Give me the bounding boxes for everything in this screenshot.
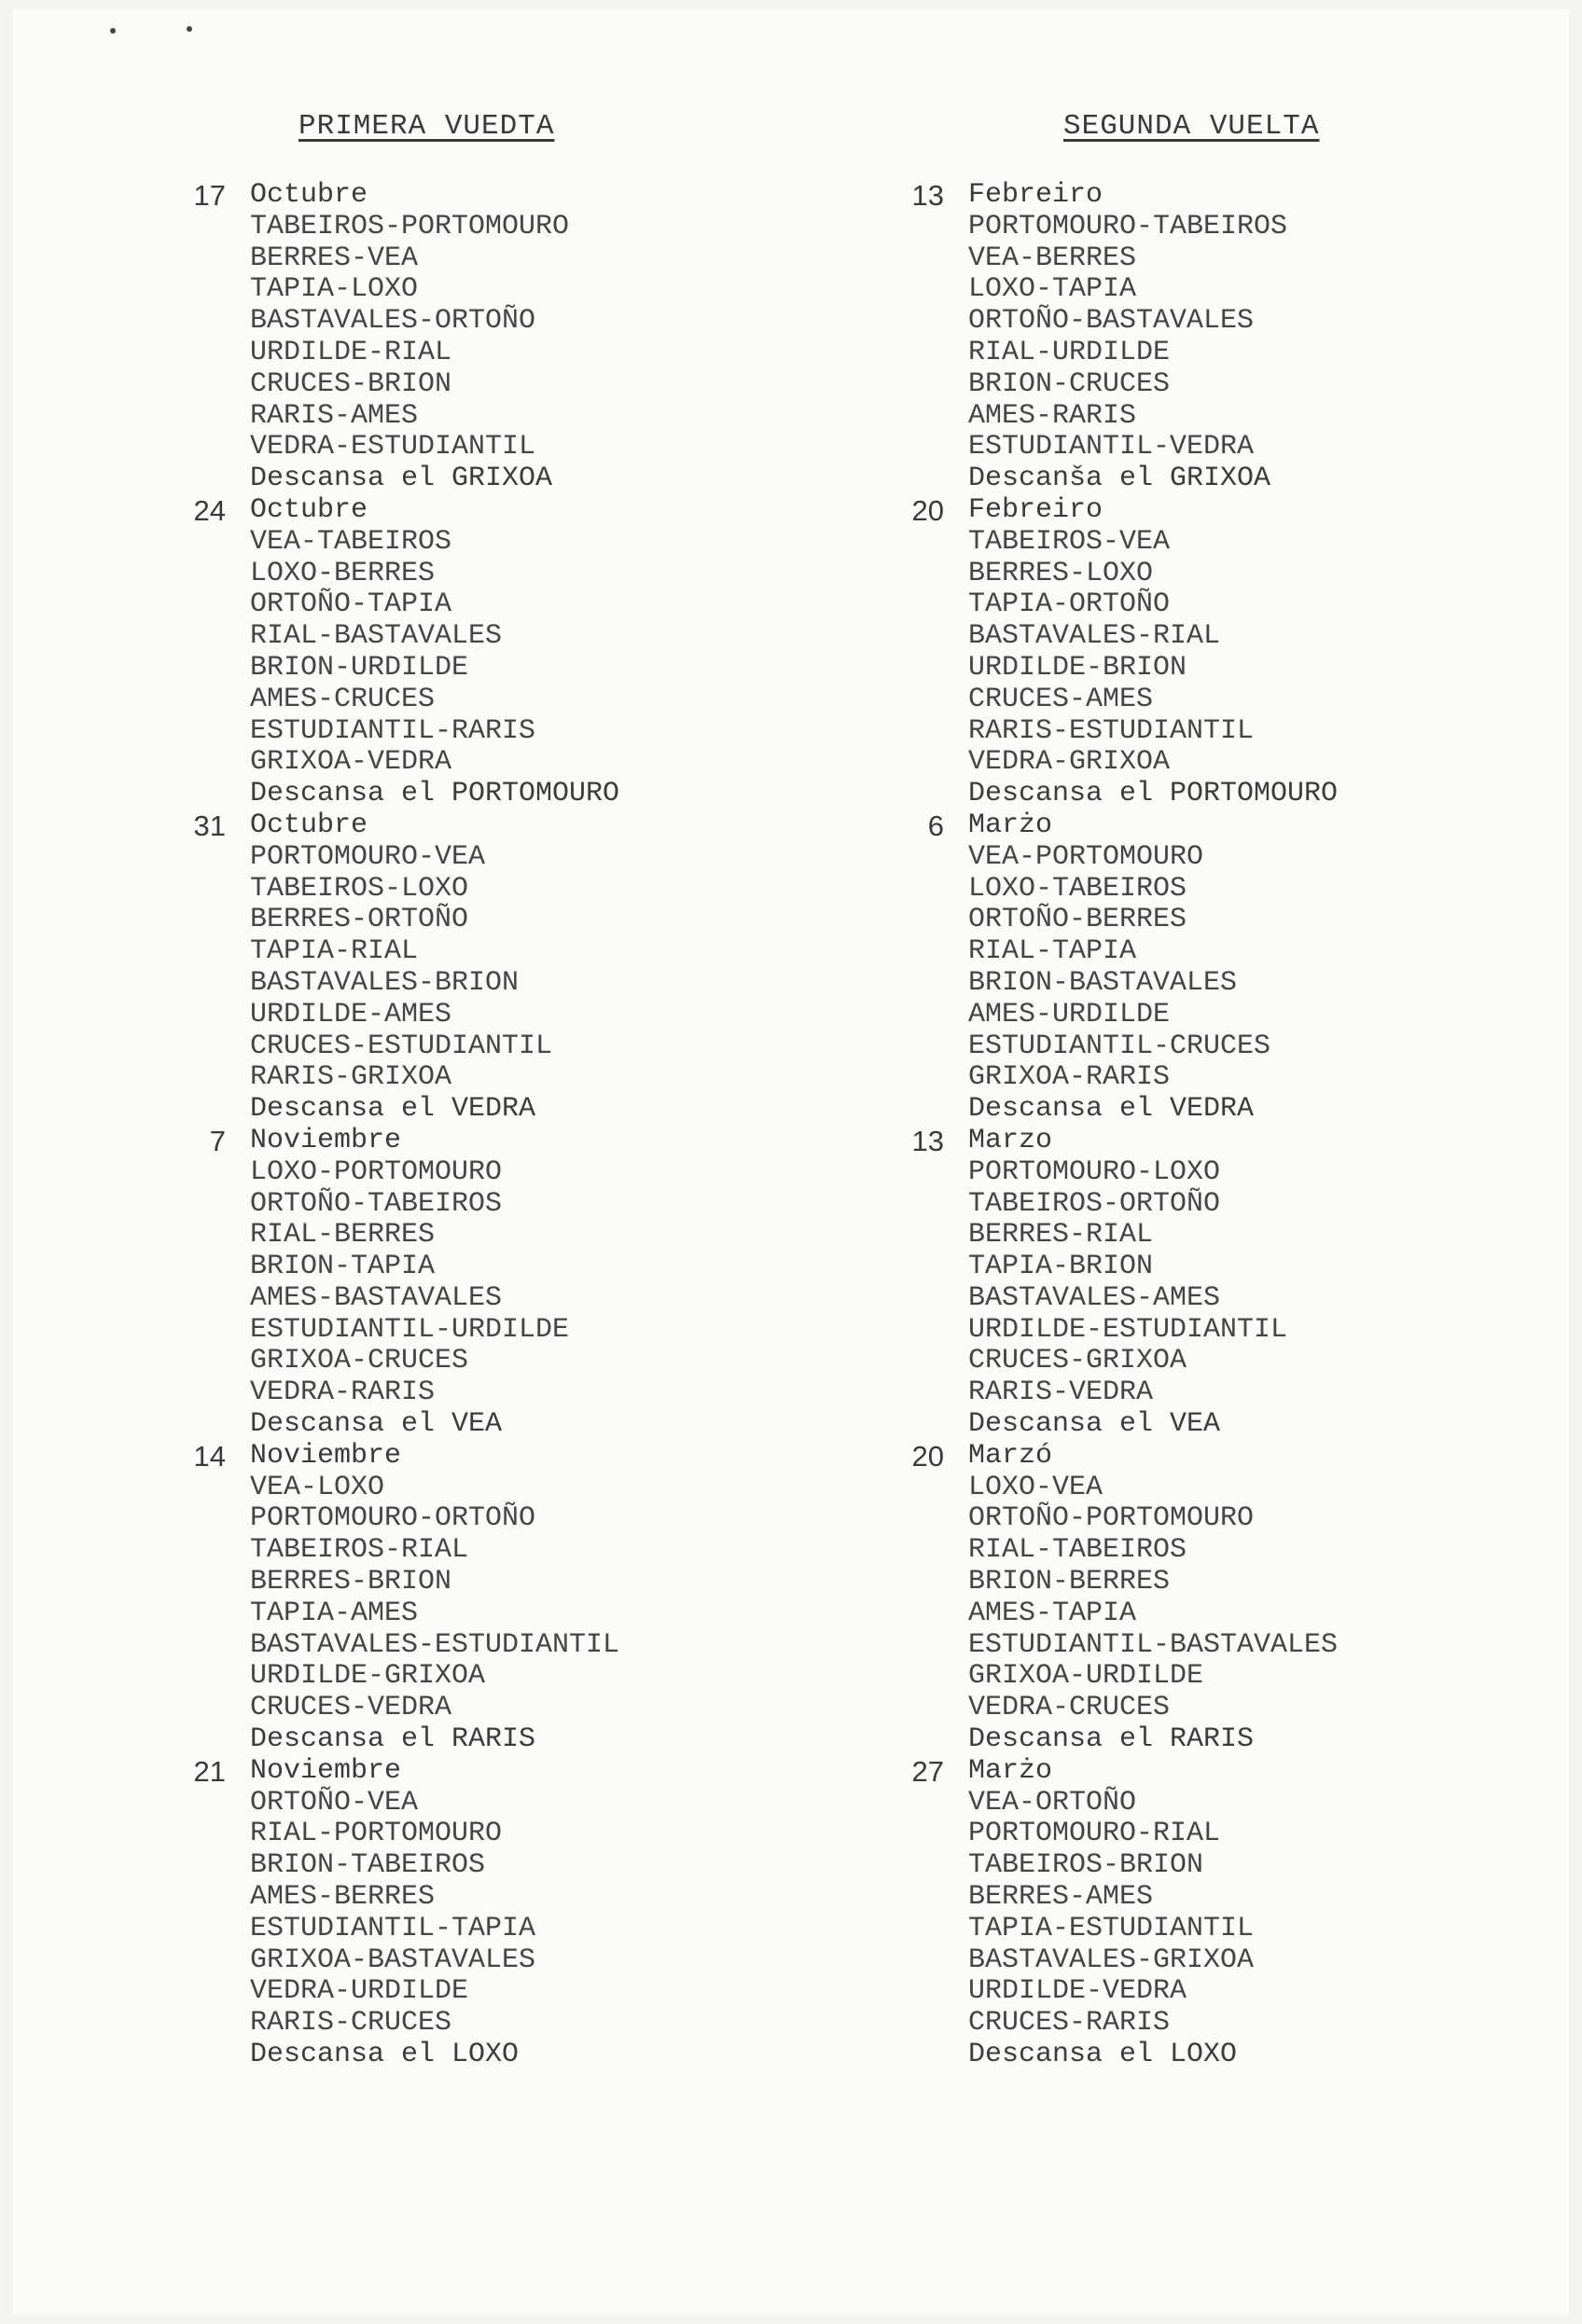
match-item: BRION-TABEIROS (250, 1849, 486, 1882)
match-item: ESTUDIANTIL-CRUCES (968, 1030, 1271, 1062)
match-item: ESTUDIANTIL-TAPIA (250, 1912, 536, 1944)
round-date-line (177, 810, 849, 842)
round-day: 14 (193, 1439, 226, 1473)
match-item: TABEIROS-VEA (968, 525, 1171, 558)
match-item: RARIS-CRUCES (250, 2007, 452, 2040)
round-date-line (177, 180, 849, 212)
match-item: RIAL-URDILDE (968, 336, 1171, 368)
round-date-line (177, 1126, 849, 1157)
match-item: CRUCES-GRIXOA (968, 1345, 1187, 1377)
match-item: CRUCES-ESTUDIANTIL (250, 1030, 553, 1062)
match-item: VEA-TABEIROS (250, 525, 452, 558)
round-month: Febreiro (968, 179, 1103, 211)
match-item: URDILDE-ESTUDIANTIL (968, 1313, 1288, 1346)
rest-note: Descansa el VEA (968, 1408, 1221, 1441)
match-item: TABEIROS-BRION (968, 1849, 1204, 1882)
match-item: TABEIROS-PORTOMOURO (250, 210, 570, 242)
match-item: AMES-BASTAVALES (250, 1281, 503, 1314)
match-item: LOXO-VEA (968, 1471, 1103, 1503)
match-item: BERRES-RIAL (968, 1219, 1154, 1252)
match-item: PORTOMOURO-VEA (250, 840, 486, 873)
rest-note: Descansa el PORTOMOURO (250, 778, 620, 810)
round-block (177, 1441, 849, 1756)
match-item: LOXO-TABEIROS (968, 872, 1187, 905)
match-item: CRUCES-RARIS (968, 2007, 1171, 2040)
match-item: BASTAVALES-ORTOÑO (250, 305, 536, 338)
match-item: BRION-TAPIA (250, 1251, 436, 1283)
match-item: BRION-CRUCES (968, 367, 1171, 400)
match-item: TABEIROS-LOXO (250, 872, 469, 905)
match-item: BASTAVALES-BRION (250, 966, 520, 999)
match-item: ESTUDIANTIL-RARIS (250, 714, 536, 747)
primera-vuelta-heading: PRIMERA VUEDTA (298, 110, 555, 143)
match-item: PORTOMOURO-TABEIROS (968, 210, 1288, 242)
match-item: BASTAVALES-RIAL (968, 620, 1221, 653)
round-date-line (895, 495, 1567, 527)
round-day: 27 (911, 1754, 944, 1788)
round-date-line (177, 495, 849, 527)
rest-note: Descansa el PORTOMOURO (968, 778, 1339, 810)
round-day: 17 (193, 179, 226, 212)
match-item: VEDRA-RARIS (250, 1376, 436, 1409)
round-month: Octubre (250, 809, 368, 841)
rest-note: Descansa el LOXO (968, 2039, 1238, 2071)
rest-note: Descansa el LOXO (250, 2039, 520, 2071)
match-item: LOXO-TAPIA (968, 273, 1137, 306)
round-block (895, 810, 1567, 1126)
match-item: TAPIA-LOXO (250, 273, 419, 306)
match-item: RARIS-ESTUDIANTIL (968, 714, 1255, 747)
rest-note: Descansa el RARIS (968, 1723, 1255, 1756)
round-month: Octubre (250, 179, 368, 211)
match-item: TABEIROS-RIAL (250, 1534, 469, 1567)
round-block (177, 810, 849, 1126)
match-item: BERRES-AMES (968, 1881, 1154, 1914)
round-day: 13 (911, 179, 944, 212)
match-item: ORTOÑO-PORTOMOURO (968, 1502, 1255, 1535)
match-item: BERRES-LOXO (968, 557, 1154, 589)
match-item: AMES-BERRES (250, 1881, 436, 1914)
match-item: BERRES-BRION (250, 1566, 452, 1598)
match-item: AMES-URDILDE (968, 998, 1171, 1031)
match-item: BERRES-ORTOÑO (250, 904, 469, 936)
rest-note: Descansa el VEDRA (250, 1093, 536, 1126)
round-date-line (895, 180, 1567, 212)
round-date-line (895, 1441, 1567, 1473)
match-item: BASTAVALES-GRIXOA (968, 1944, 1255, 1976)
match-item: ORTOÑO-BERRES (968, 904, 1187, 936)
match-item: BRION-URDILDE (250, 651, 469, 684)
round-block (895, 180, 1567, 495)
match-item: TAPIA-ESTUDIANTIL (968, 1912, 1255, 1944)
round-day: 13 (911, 1124, 944, 1157)
match-item: BASTAVALES-ESTUDIANTIL (250, 1628, 620, 1661)
match-item: BASTAVALES-AMES (968, 1281, 1221, 1314)
match-item: GRIXOA-CRUCES (250, 1345, 469, 1377)
ink-mark (110, 28, 116, 34)
round-day: 20 (911, 1439, 944, 1473)
match-item: TABEIROS-ORTOÑO (968, 1187, 1221, 1220)
match-item: ESTUDIANTIL-URDILDE (250, 1313, 570, 1346)
match-item: CRUCES-VEDRA (250, 1692, 452, 1724)
match-item: VEA-BERRES (968, 242, 1137, 274)
round-month: Marzó (968, 1439, 1053, 1472)
round-block (895, 495, 1567, 810)
round-block (895, 1441, 1567, 1756)
match-item: RIAL-BASTAVALES (250, 620, 503, 653)
round-month: Febreiro (968, 493, 1103, 526)
match-item: RARIS-AMES (250, 399, 419, 432)
round-block (177, 180, 849, 495)
match-item: CRUCES-AMES (968, 683, 1154, 715)
match-item: GRIXOA-BASTAVALES (250, 1944, 536, 1976)
match-item: RARIS-GRIXOA (250, 1061, 452, 1094)
round-date-line (177, 1441, 849, 1473)
rest-note: Descansa el GRIXOA (250, 463, 553, 495)
match-item: URDILDE-RIAL (250, 336, 452, 368)
match-item: PORTOMOURO-RIAL (968, 1818, 1221, 1850)
match-item: VEDRA-URDILDE (250, 1975, 469, 2008)
match-item: GRIXOA-VEDRA (250, 746, 452, 779)
match-item: VEDRA-CRUCES (968, 1692, 1171, 1724)
segunda-vuelta-heading: SEGUNDA VUELTA (1063, 110, 1320, 143)
match-item: GRIXOA-RARIS (968, 1061, 1171, 1094)
match-item: GRIXOA-URDILDE (968, 1660, 1204, 1693)
round-month: Marżo (968, 1754, 1053, 1787)
round-block (895, 1756, 1567, 2071)
round-day: 20 (911, 493, 944, 527)
round-date-line (895, 1126, 1567, 1157)
match-item: VEA-LOXO (250, 1471, 385, 1503)
match-item: RIAL-PORTOMOURO (250, 1818, 503, 1850)
round-block (895, 1126, 1567, 1441)
match-item: RIAL-TAPIA (968, 935, 1137, 968)
match-item: RARIS-VEDRA (968, 1376, 1154, 1409)
primera-rounds (177, 180, 849, 2071)
round-month: Marżo (968, 809, 1053, 841)
match-item: AMES-CRUCES (250, 683, 436, 715)
round-month: Marzo (968, 1124, 1053, 1156)
match-item: ORTOÑO-TAPIA (250, 588, 452, 621)
match-item: VEDRA-GRIXOA (968, 746, 1171, 779)
round-date-line (177, 1756, 849, 1788)
match-item: URDILDE-GRIXOA (250, 1660, 486, 1693)
match-item: ORTOÑO-TABEIROS (250, 1187, 503, 1220)
match-item: BRION-BERRES (968, 1566, 1171, 1598)
round-day: 21 (193, 1754, 226, 1788)
match-item: CRUCES-BRION (250, 367, 452, 400)
round-day: 7 (209, 1124, 226, 1157)
match-item: PORTOMOURO-LOXO (968, 1155, 1221, 1188)
match-item: URDILDE-AMES (250, 998, 452, 1031)
match-item: BERRES-VEA (250, 242, 419, 274)
round-month: Noviembre (250, 1439, 402, 1472)
rest-note: Descansa el VEA (250, 1408, 503, 1441)
round-month: Noviembre (250, 1754, 402, 1787)
match-item: ESTUDIANTIL-BASTAVALES (968, 1628, 1339, 1661)
round-block (177, 1756, 849, 2071)
round-month: Noviembre (250, 1124, 402, 1156)
match-item: TAPIA-RIAL (250, 935, 419, 968)
match-item: RIAL-TABEIROS (968, 1534, 1187, 1567)
match-item: TAPIA-ORTOÑO (968, 588, 1171, 621)
segunda-rounds (895, 180, 1567, 2071)
rest-note: Descanša el GRIXOA (968, 463, 1271, 495)
round-date-line (895, 1756, 1567, 1788)
round-block (177, 1126, 849, 1441)
match-item: AMES-TAPIA (968, 1597, 1137, 1629)
round-day: 31 (193, 809, 226, 842)
match-item: ESTUDIANTIL-VEDRA (968, 431, 1255, 463)
match-item: BRION-BASTAVALES (968, 966, 1238, 999)
match-item: LOXO-PORTOMOURO (250, 1155, 503, 1188)
match-item: AMES-RARIS (968, 399, 1137, 432)
match-item: ORTOÑO-BASTAVALES (968, 305, 1255, 338)
rest-note: Descansa el VEDRA (968, 1093, 1255, 1126)
match-item: VEDRA-ESTUDIANTIL (250, 431, 536, 463)
round-day: 6 (927, 809, 944, 842)
match-item: VEA-PORTOMOURO (968, 840, 1204, 873)
match-item: TAPIA-AMES (250, 1597, 419, 1629)
round-date-line (895, 810, 1567, 842)
match-item: URDILDE-VEDRA (968, 1975, 1187, 2008)
match-item: RIAL-BERRES (250, 1219, 436, 1252)
match-item: VEA-ORTOÑO (968, 1786, 1137, 1819)
round-block (177, 495, 849, 810)
match-item: PORTOMOURO-ORTOÑO (250, 1502, 536, 1535)
match-item: ORTOÑO-VEA (250, 1786, 419, 1819)
match-item: URDILDE-BRION (968, 651, 1187, 684)
round-month: Octubre (250, 493, 368, 526)
match-item: TAPIA-BRION (968, 1251, 1154, 1283)
round-day: 24 (193, 493, 226, 527)
rest-note: Descansa el RARIS (250, 1723, 536, 1756)
ink-mark (187, 26, 192, 32)
match-item: LOXO-BERRES (250, 557, 436, 589)
